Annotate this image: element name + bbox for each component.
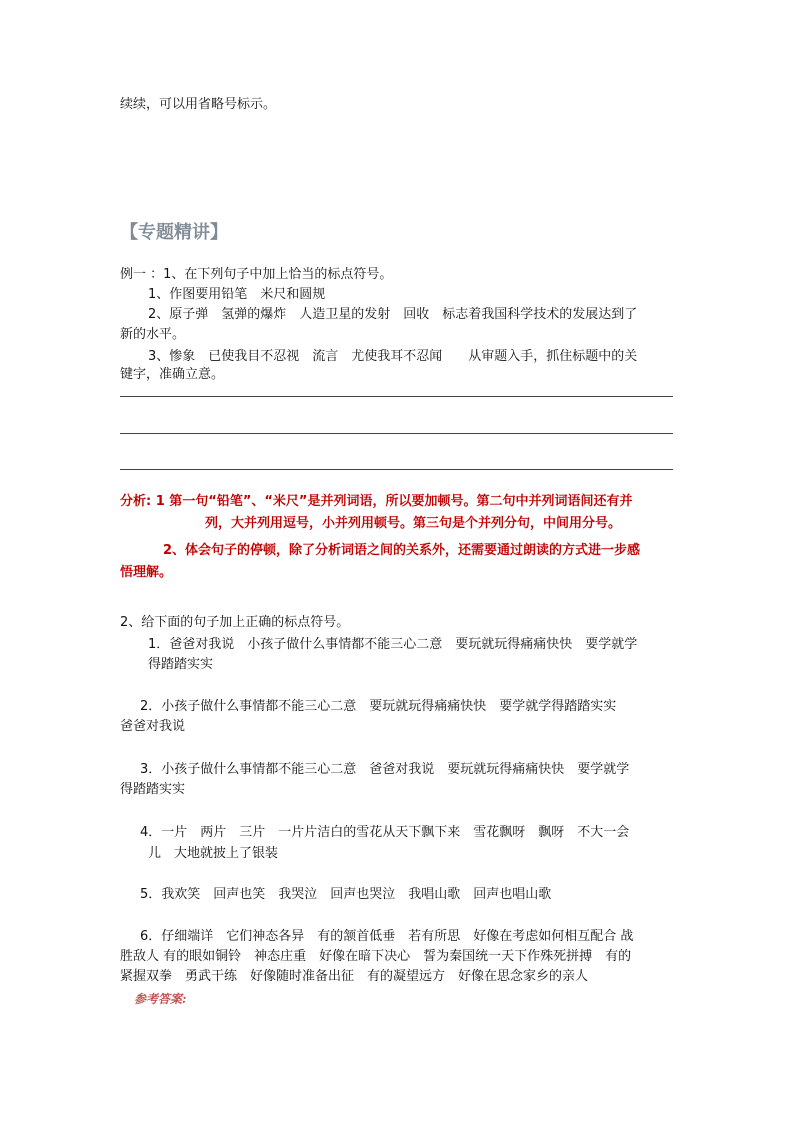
answer-line: [120, 469, 673, 470]
section-title: 【专题精讲】: [120, 222, 228, 243]
example1-intro: 例一 ：1、在下列句子中加上恰当的标点符号。: [120, 267, 393, 282]
analysis-line1: 分析: 1 第一句“铅笔”、“米尺”是并列词语，所以要加顿号。第二句中并列词语间还有并: [120, 494, 633, 509]
exercise2-q4b: 儿 大地就披上了银装: [148, 846, 279, 861]
example1-sentence1: 1、作图要用铅笔 米尺和圆规: [148, 287, 326, 302]
analysis-line4: 悟理解。: [120, 565, 173, 580]
continuation-text: 续续，可以用省略号标示。: [120, 97, 277, 112]
analysis-line3: 2、体会句子的停顿，除了分析词语之间的关系外，还需要通过朗读的方式进一步感: [163, 543, 641, 558]
exercise2-q1b: 得踏踏实实: [148, 657, 214, 672]
exercise2-q4a: 4．一片 两片 三片 一片片洁白的雪花从天下飘下来 雪花飘呀 飘呀 不大一会: [140, 825, 630, 840]
exercise2-q1a: 1．爸爸对我说 小孩子做什么事情都不能三心二意 要玩就玩得痛痛快快 要学就学: [148, 637, 638, 652]
exercise2-q6b: 胜敌人 有的眼如铜铃 神态庄重 好像在暗下决心 誓为秦国统一天下作殊死拼搏 有的: [120, 949, 632, 964]
exercise2-q3b: 得踏踏实实: [120, 782, 186, 797]
analysis-line2: 列，大并列用逗号，小并列用顿号。第三句是个并列分句，中间用分号。: [205, 516, 622, 531]
reference-answer-label: 参考答案:: [134, 992, 187, 1006]
exercise2-q5: 5．我欢笑 回声也笑 我哭泣 回声也哭泣 我唱山歌 回声也唱山歌: [140, 887, 552, 902]
exercise2-q3a: 3．小孩子做什么事情都不能三心二意 爸爸对我说 要玩就玩得痛痛快快 要学就学: [140, 762, 630, 777]
answer-line: [120, 433, 673, 434]
exercise2-q6a: 6．仔细端详 它们神态各异 有的颔首低垂 若有所思 好像在考虑如何相互配合 战: [140, 929, 634, 944]
answer-line: [120, 396, 673, 397]
example1-sentence3b: 键字，准确立意。: [120, 367, 225, 382]
example1-sentence2a: 2、原子弹 氢弹的爆炸 人造卫星的发射 回收 标志着我国科学技术的发展达到了: [148, 307, 638, 322]
exercise2-q2a: 2．小孩子做什么事情都不能三心二意 要玩就玩得痛痛快快 要学就学得踏踏实实: [140, 699, 617, 714]
example1-sentence3a: 3、惨象 已使我目不忍视 流言 尤使我耳不忍闻 从审题入手，抓住标题中的关: [148, 349, 638, 364]
example1-sentence2b: 新的水平。: [120, 327, 186, 342]
exercise2-q6c: 紧握双拳 勇武干练 好像随时准备出征 有的凝望远方 好像在思念家乡的亲人: [120, 969, 589, 984]
exercise2-q2b: 爸爸对我说: [120, 719, 186, 734]
exercise2-intro: 2、给下面的句子加上正确的标点符号。: [120, 615, 350, 630]
